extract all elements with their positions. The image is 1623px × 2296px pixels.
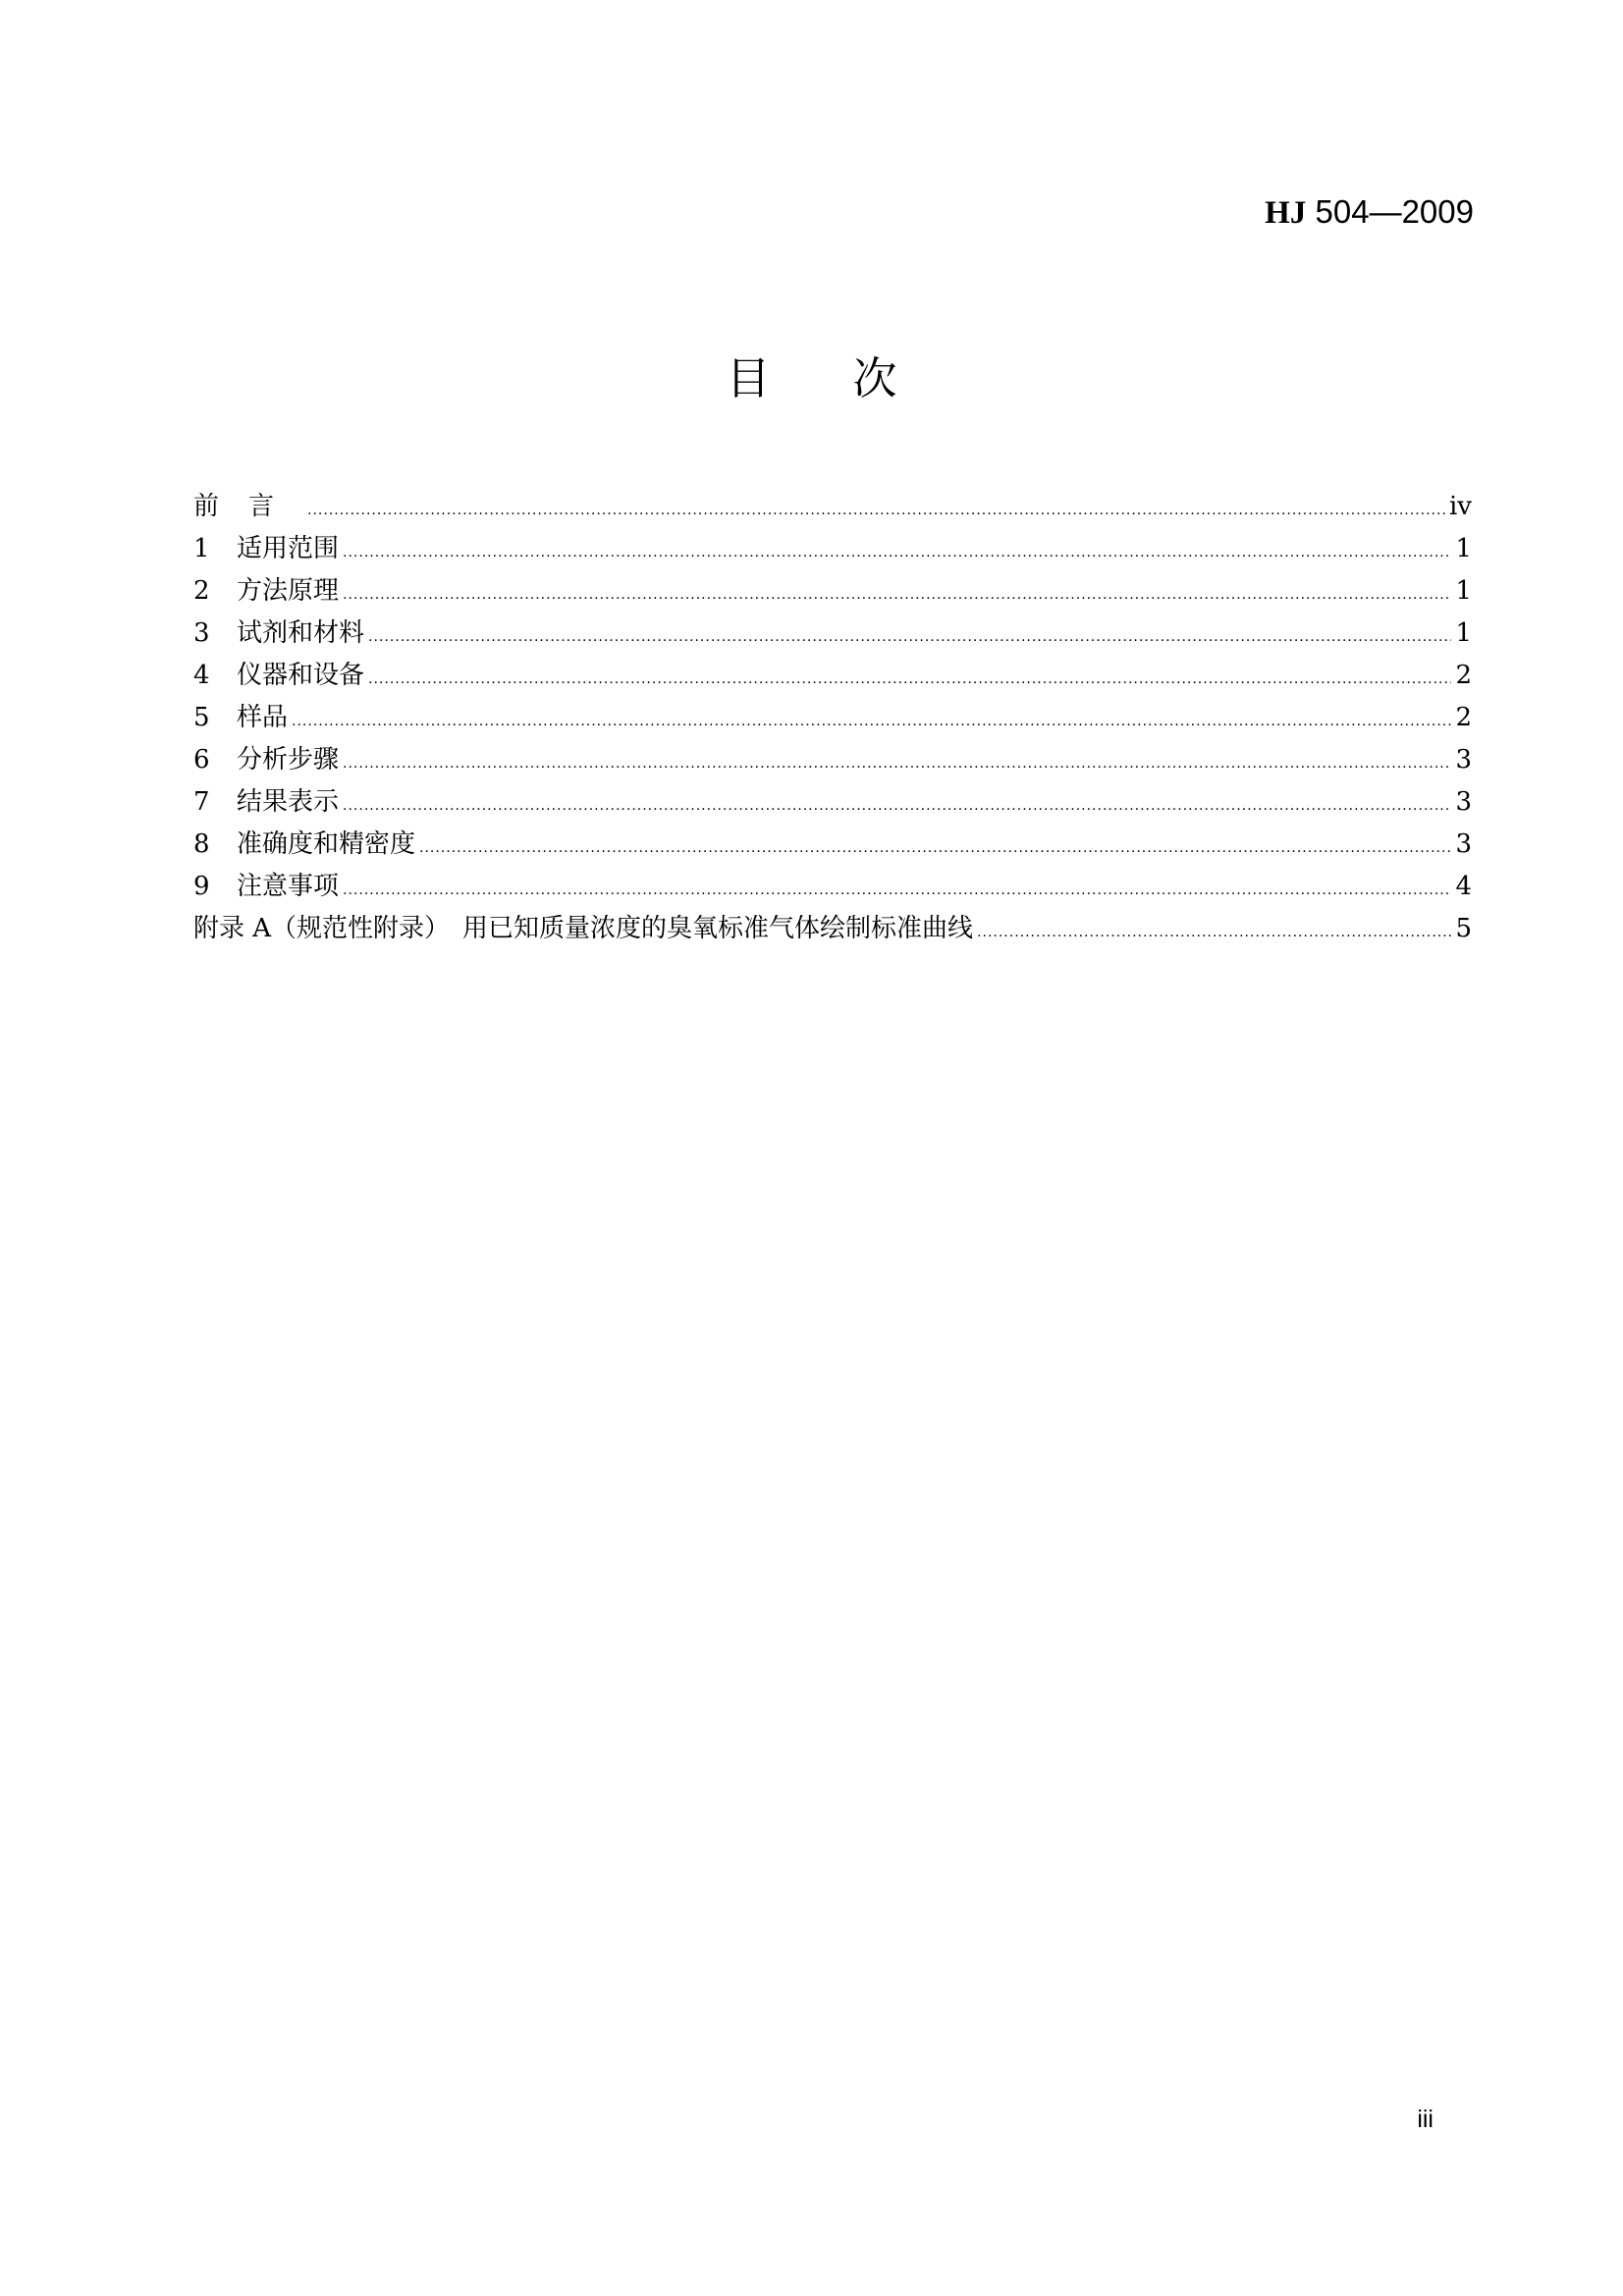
toc-leader-dots (343, 743, 1451, 785)
toc-entry-4[interactable] (193, 655, 1472, 697)
toc-leader-dots (368, 616, 1451, 659)
toc-entry-number: 7 (193, 787, 210, 817)
toc-entry-label: 准确度和精密度 (237, 829, 416, 859)
toc-leader-dots (977, 912, 1451, 954)
standard-number: 504—2009 (1315, 193, 1474, 230)
toc-entry-label: 仪器和设备 (237, 661, 365, 690)
toc-entry-1[interactable] (193, 528, 1472, 570)
standard-code (1265, 192, 1474, 233)
toc-entry-page: 4 (1455, 872, 1472, 901)
toc-entry-label: 附录 A（规范性附录） 用已知质量浓度的臭氧标准气体绘制标准曲线 (193, 914, 974, 943)
table-of-contents (193, 486, 1472, 950)
toc-entry-3[interactable] (193, 613, 1472, 655)
toc-entry-number: 8 (193, 829, 210, 859)
toc-entry-page: 2 (1455, 703, 1472, 732)
toc-entry-label: 前言 (193, 492, 304, 521)
toc-leader-dots (292, 701, 1451, 743)
toc-entry-label: 注意事项 (237, 872, 340, 901)
toc-entry-appendix-a[interactable] (193, 908, 1472, 950)
toc-entry-9[interactable] (193, 866, 1472, 908)
toc-title (0, 351, 1623, 406)
toc-leader-dots (307, 490, 1445, 532)
toc-leader-dots (368, 659, 1451, 701)
toc-entry-page: iv (1448, 492, 1472, 521)
toc-entry-label: 试剂和材料 (237, 618, 365, 648)
toc-entry-page: 1 (1455, 534, 1472, 563)
standard-prefix: HJ (1265, 195, 1307, 231)
toc-entry-page: 3 (1455, 787, 1472, 817)
toc-entry-page: 3 (1455, 745, 1472, 774)
toc-entry-foreword[interactable] (193, 486, 1472, 528)
toc-entry-number: 4 (193, 661, 210, 690)
toc-entry-7[interactable] (193, 781, 1472, 824)
toc-entry-label: 结果表示 (237, 787, 340, 817)
toc-title-char: 目 (726, 352, 771, 404)
toc-entry-2[interactable] (193, 570, 1472, 613)
toc-entry-page: 3 (1455, 829, 1472, 859)
page-number: iii (1417, 2106, 1434, 2133)
toc-leader-dots (419, 828, 1451, 870)
toc-entry-number: 3 (193, 618, 210, 648)
toc-leader-dots (343, 574, 1451, 616)
toc-entry-6[interactable] (193, 739, 1472, 781)
toc-entry-5[interactable] (193, 697, 1472, 739)
toc-entry-label: 适用范围 (237, 534, 340, 563)
toc-entry-label: 方法原理 (237, 576, 340, 606)
toc-entry-page: 1 (1455, 576, 1472, 606)
toc-entry-number: 9 (193, 872, 210, 901)
toc-entry-number: 1 (193, 534, 210, 563)
toc-leader-dots (343, 870, 1451, 912)
toc-entry-8[interactable] (193, 824, 1472, 866)
toc-entry-label: 样品 (237, 703, 289, 732)
toc-entry-label: 分析步骤 (237, 745, 340, 774)
toc-entry-number: 6 (193, 745, 210, 774)
toc-entry-number: 5 (193, 703, 210, 732)
toc-entry-number: 2 (193, 576, 210, 606)
toc-entry-page: 5 (1455, 914, 1472, 943)
toc-entry-page: 2 (1455, 661, 1472, 690)
toc-entry-page: 1 (1455, 618, 1472, 648)
toc-leader-dots (343, 785, 1451, 828)
toc-leader-dots (343, 532, 1451, 574)
toc-title-char: 次 (852, 352, 897, 404)
